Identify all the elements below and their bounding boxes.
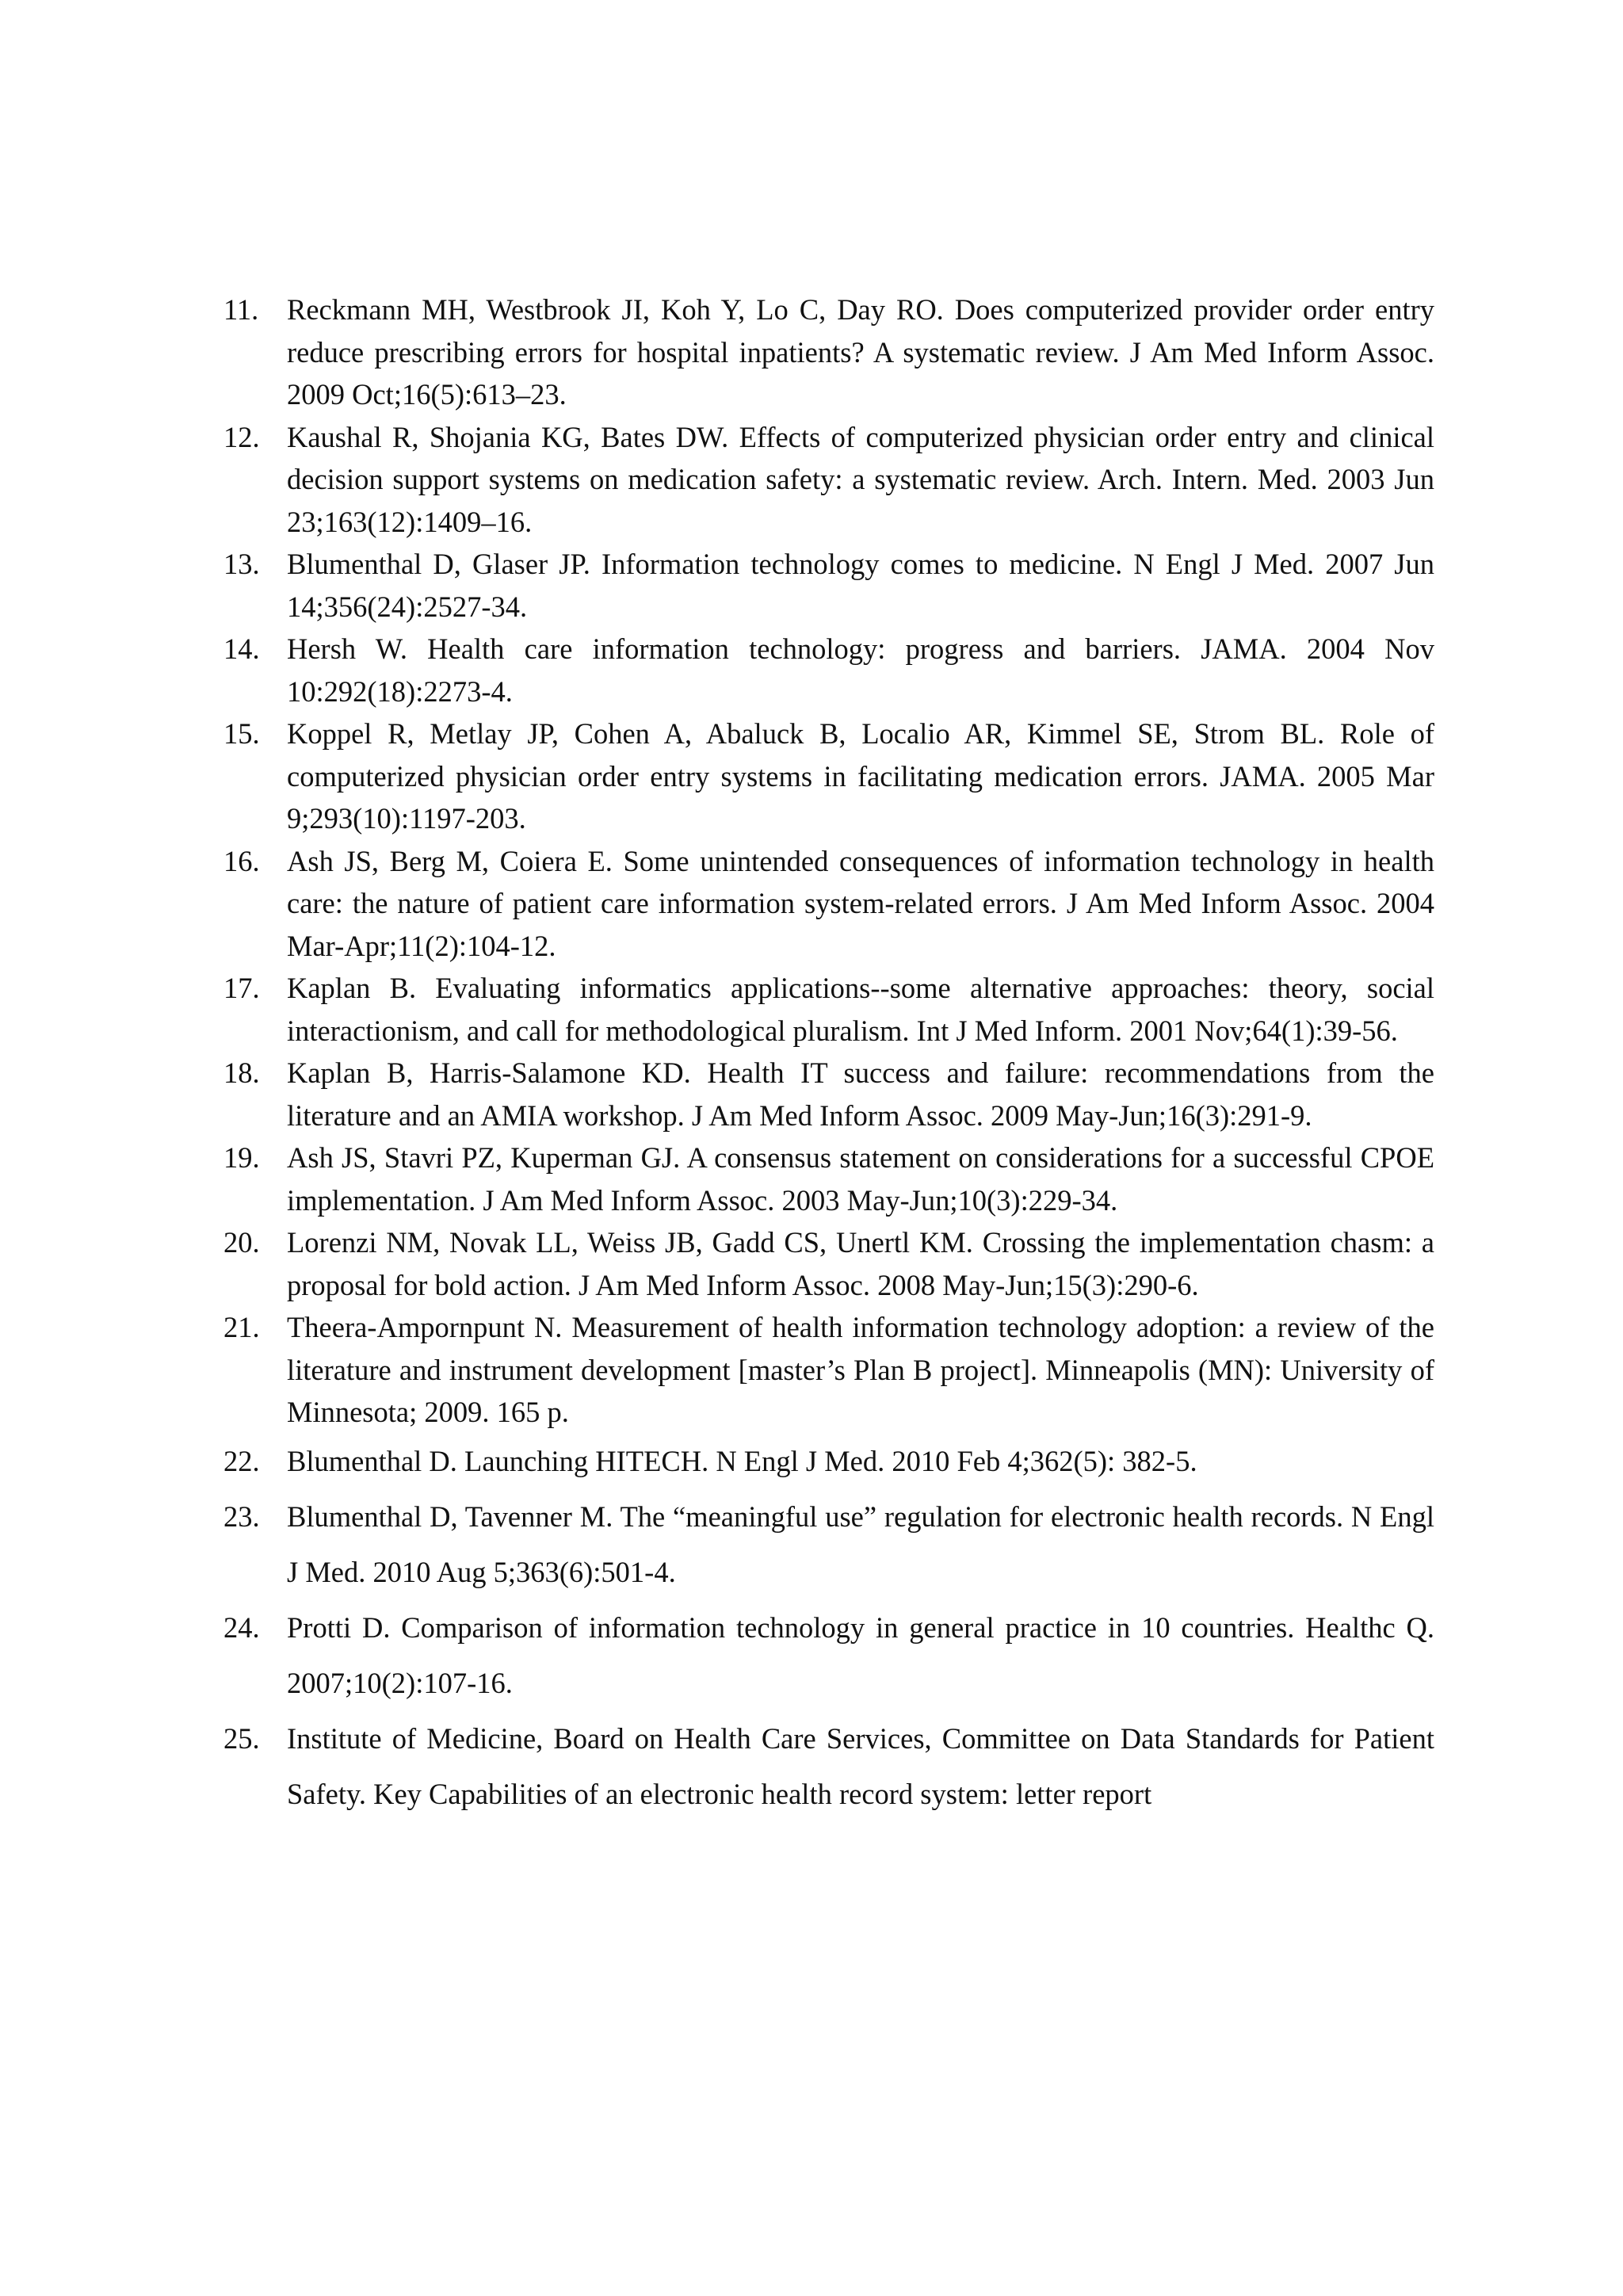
reference-number: 15. — [223, 717, 260, 750]
reference-number: 22. — [223, 1444, 260, 1477]
reference-text: Blumenthal D, Glaser JP. Information technology comes to medicine. N Engl J Med. 2007 Jun 14;356(24):2527-34. — [287, 548, 1434, 623]
reference-number: 24. — [223, 1610, 260, 1644]
reference-item — [223, 543, 1434, 628]
reference-text: Theera-Ampornpunt N. Measurement of health information technology adoption: a review of the literature and instrument development [master’s Plan B project]. Minneapolis (MN): University of Minnesota; 2009. 165 p. — [287, 1311, 1434, 1428]
reference-text: Blumenthal D, Tavenner M. The “meaningful use” regulation for electronic health records. N Engl J Med. 2010 Aug 5;363(6):501-4. — [287, 1499, 1434, 1588]
reference-number: 25. — [223, 1721, 260, 1755]
reference-number: 14. — [223, 632, 260, 665]
reference-text: Kaushal R, Shojania KG, Bates DW. Effects of computerized physician order entry and clinical decision support systems on medication safety: a systematic review. Arch. Intern. Med. 2003 Jun 23;163(12):1409–16. — [287, 420, 1434, 538]
reference-text: Koppel R, Metlay JP, Cohen A, Abaluck B, Localio AR, Kimmel SE, Strom BL. Role of computerized physician order entry systems in facilitating medication errors. JAMA. 2005 Mar 9;293(10):1197-203. — [287, 717, 1434, 835]
reference-number: 13. — [223, 548, 260, 580]
reference-text: Ash JS, Stavri PZ, Kuperman GJ. A consensus statement on considerations for a successful CPOE implementation. J Am Med Inform Assoc. 2003 May-Jun;10(3):229-34. — [287, 1141, 1434, 1217]
reference-text: Kaplan B. Evaluating informatics applications--some alternative approaches: theory, social interactionism, and call for methodological pluralism. Int J Med Inform. 2001 Nov;64(1):39-56. — [287, 972, 1434, 1047]
reference-item — [223, 1434, 1434, 1489]
reference-list — [223, 288, 1434, 1822]
reference-item — [223, 1711, 1434, 1822]
reference-item — [223, 1052, 1434, 1137]
reference-number: 18. — [223, 1056, 260, 1089]
reference-item — [223, 840, 1434, 968]
reference-text: Reckmann MH, Westbrook JI, Koh Y, Lo C, Day RO. Does computerized provider order entry reduce prescribing errors for hospital inpatients? A systematic review. J Am Med Inform Assoc. 2009 Oct;16(5):613–23. — [287, 293, 1434, 411]
reference-text: Kaplan B, Harris-Salamone KD. Health IT success and failure: recommendations from the literature and an AMIA workshop. J Am Med Inform Assoc. 2009 May-Jun;16(3):291-9. — [287, 1056, 1434, 1132]
reference-text: Institute of Medicine, Board on Health Care Services, Committee on Data Standards for Patient Safety. Key Capabilities of an electronic health record system: letter report — [287, 1721, 1434, 1810]
reference-item — [223, 1306, 1434, 1434]
reference-number: 16. — [223, 844, 260, 877]
reference-number: 12. — [223, 420, 260, 453]
reference-text: Hersh W. Health care information technology: progress and barriers. JAMA. 2004 Nov 10:292(18):2273-4. — [287, 632, 1434, 708]
reference-item — [223, 1137, 1434, 1221]
reference-number: 11. — [223, 293, 259, 326]
reference-item — [223, 712, 1434, 840]
reference-text: Ash JS, Berg M, Coiera E. Some unintended consequences of information technology in health care: the nature of patient care information system-related errors. J Am Med Inform Assoc. 2004 Mar-Apr;11(2):104-12. — [287, 844, 1434, 962]
reference-number: 21. — [223, 1311, 260, 1343]
reference-text: Lorenzi NM, Novak LL, Weiss JB, Gadd CS, Unertl KM. Crossing the implementation chasm: a proposal for bold action. J Am Med Inform Assoc. 2008 May-Jun;15(3):290-6. — [287, 1226, 1434, 1301]
reference-item — [223, 967, 1434, 1052]
reference-item — [223, 1221, 1434, 1306]
reference-text: Protti D. Comparison of information technology in general practice in 10 countries. Healthc Q. 2007;10(2):107-16. — [287, 1610, 1434, 1699]
reference-number: 17. — [223, 972, 260, 1004]
reference-item — [223, 628, 1434, 712]
reference-item — [223, 416, 1434, 544]
reference-item — [223, 288, 1434, 416]
reference-item — [223, 1489, 1434, 1600]
reference-number: 23. — [223, 1499, 260, 1533]
reference-number: 19. — [223, 1141, 260, 1174]
reference-text: Blumenthal D. Launching HITECH. N Engl J Med. 2010 Feb 4;362(5): 382-5. — [287, 1444, 1197, 1477]
reference-item — [223, 1600, 1434, 1711]
reference-number: 20. — [223, 1226, 260, 1259]
